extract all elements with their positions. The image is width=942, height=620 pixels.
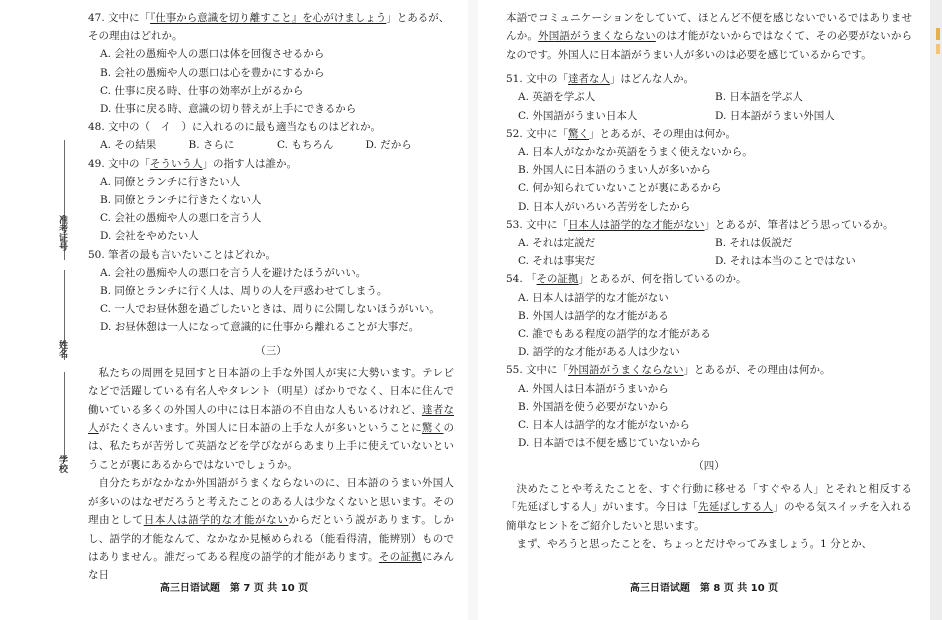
p2-text-b: からだという説があります。しかし、語学的才能なんて、なかなか見極められる（能看得清，能辨别）ものではありません。誰だってある程度の語学的才能があります。	[88, 514, 455, 563]
cont-text-b: のは才能がないからではなくて、その必要がないからなのです。外国人に日本語がうまい人が多いのは必要を感じているからです。	[506, 30, 913, 61]
page-7-content	[88, 9, 454, 585]
q55-option-a: A. 外国人は日本語がうまいから	[518, 382, 669, 395]
q51-options-row-2	[506, 107, 912, 125]
q47-option-a: A. 会社の愚痴や人の悪口は体を回復させるから	[100, 48, 325, 61]
q53-options-row-1	[506, 234, 912, 252]
question-51	[506, 70, 912, 88]
p1-underline-1: 達者な人	[88, 403, 454, 435]
q49-suffix: 」の指す人は誰か。	[202, 157, 298, 170]
q49-option-c: C. 会社の愚痴や人の悪口を言う人	[100, 212, 262, 225]
q47-suffix: 」とあるが、	[386, 12, 450, 24]
p2-underline-1: 日本人は語学的な才能がない	[143, 514, 289, 527]
q50-option-c: C. 一人でお昼休憩を過ごしたいときは、周りに公開しないほうがいい。	[100, 303, 440, 316]
q52-option-a: A. 日本人がなかなか英語をうまく使えないから。	[518, 146, 753, 159]
q55-option-b: B. 外国語を使う必要がないから	[518, 400, 669, 413]
exam-page-7	[0, 0, 468, 620]
p4-text-b: 」のやる気スイッチを入れる簡単なヒントをご紹介したいと思います。	[506, 501, 912, 532]
q47-underlined: 『仕事から意識を切り離すこと』を心がけましょう	[150, 12, 387, 24]
p2-underline-2: その証拠	[378, 550, 422, 563]
exam-page-8	[478, 0, 930, 620]
q55-option-c: C. 日本人は語学的な才能がないから	[518, 419, 690, 432]
binding-line	[64, 372, 65, 462]
q51-option-d: D. 日本語がうまい外国人	[715, 109, 835, 122]
q47-option-c: C. 仕事に戻る時、仕事の効率が上がるから	[100, 84, 304, 97]
q49-option-b: B. 同僚とランチに行きたくない人	[100, 194, 262, 207]
p1-text-a: 私たちの周囲を見回すと日本語の上手な外国人が実に大勢います。テレビなどで活躍している有名人やタレント（明星）ばかりでなく、日本に住んで働いている多くの外国人の中には日本語の不自由な人もいるけれど、	[88, 366, 454, 416]
q51-option-c: C. 外国語がうまい日本人	[518, 109, 638, 122]
q50-option-a: A. 会社の愚痴や人の悪口を言う人を避けたほうがいい。	[100, 266, 367, 279]
q53-option-d: D. それは本当のことではない	[715, 255, 856, 268]
q50-option-b: B. 同僚とランチに行く人は、周りの人を戸惑わせてしまう。	[100, 285, 388, 298]
p2-text-a: 自分たちがなかなか外国語がうまくならないのに、日本語のうまい外国人が多いのはなぜだろうと考えたことのある人は少なくないと思います。その理由として	[88, 477, 454, 527]
question-55	[506, 361, 912, 379]
q54-option-d: D. 語学的な才能がある人は少ない	[518, 346, 680, 359]
exam-id-label: 准考证号	[57, 215, 67, 251]
q47-option-b: B. 会社の愚痴や人の悪口は心を豊かにするから	[100, 66, 325, 79]
question-54	[506, 270, 912, 288]
passage-3-paragraph-2	[88, 474, 454, 584]
page-8-footer: 高三日语试题 第 8 页 共 10 页	[629, 583, 779, 594]
q52-option-d: D. 日本人がいろいろ苦労をしたから	[518, 200, 691, 213]
q49-option-a: A. 同僚とランチに行きたい人	[100, 175, 241, 188]
q55-suffix: 」とあるが、その理由は何か。	[683, 364, 831, 377]
q55-option-d: D. 日本語では不便を感じていないから	[518, 437, 701, 450]
q48-option-a: A. その結果	[100, 139, 157, 152]
q47-option-d: D. 仕事に戻る時、意識の切り替えが上手にできるから	[100, 103, 357, 116]
q52-suffix: 」とあるが、その理由は何か。	[589, 127, 737, 140]
passage-4-paragraph-2: まず、やろうと思ったことを、ちょっとだけやってみましょう。1 分とか、	[516, 537, 873, 550]
cont-text-a: 本語でコミュニケーションをしていて、ほとんど不便を感じないでいるではありませんか。	[506, 12, 912, 43]
question-47	[88, 9, 454, 27]
q52-underlined: 驚く	[568, 127, 590, 140]
q52-prefix: 52. 文中に「	[506, 127, 569, 140]
name-label: 姓名	[57, 340, 67, 358]
q53-option-a: A. それは定説だ	[518, 237, 596, 250]
question-53	[506, 216, 912, 234]
q49-underlined: そういう人	[150, 157, 203, 170]
p1-text-b: がたくさんいます。外国人に日本語の上手な人が多いということに	[98, 422, 422, 435]
p1-text-c: のは、私たちが苦労して英語などを学びながらあまり上手に使えていないということが裏にあるからではないでしょうか。	[88, 422, 455, 471]
p1-underline-2: 驚く	[421, 422, 444, 435]
page-gutter	[468, 0, 478, 620]
q49-option-d: D. 会社をやめたい人	[100, 230, 199, 243]
q52-option-b: B. 外国人に日本語のうまい人が多いから	[518, 164, 711, 177]
q52-option-c: C. 何か知られていないことが裏にあるから	[518, 182, 722, 195]
q49-prefix: 49. 文中の「	[88, 157, 151, 170]
q51-options-row-1	[506, 88, 912, 106]
q55-underlined: 外国語がうまくならない	[568, 364, 684, 377]
q54-option-a: A. 日本人は語学的な才能がない	[518, 291, 669, 304]
q47-line2: その理由はどれか。	[88, 30, 183, 43]
q54-underlined: その証拠	[536, 273, 579, 286]
q48-option-d: D. だから	[365, 139, 412, 152]
passage-3-continuation	[506, 9, 912, 64]
viewer-scrollbar[interactable]	[930, 0, 942, 620]
section-heading-3: （三）	[255, 344, 287, 357]
q51-option-b: B. 日本語を学ぶ人	[715, 91, 803, 104]
school-label: 学校	[57, 455, 67, 473]
q47-prefix: 47. 文中に「	[88, 12, 151, 24]
q53-options-row-2	[506, 252, 912, 270]
q48-options	[88, 136, 454, 154]
p4-text-a: 決めたことや考えたことを、すぐ行動に移せる「すぐやる人」とそれと相反する「先延ばしする人」がいます。今日は「	[506, 482, 912, 514]
q54-option-b: B. 外国人は語学的な才能がある	[518, 309, 669, 322]
q53-underlined: 日本人は語学的な才能がない	[568, 218, 705, 231]
question-50: 50. 筆者の最も言いたいことはどれか。	[88, 248, 277, 261]
q48-option-c: C. もちろん	[277, 139, 334, 152]
scroll-marker-secondary	[936, 44, 940, 54]
q53-suffix: 」とあるが、筆者はどう思っているか。	[704, 218, 894, 231]
page-8-content	[506, 9, 912, 553]
scroll-marker	[936, 28, 940, 40]
q54-suffix: 」とあるが、何を指しているのか。	[578, 273, 747, 286]
q53-option-c: C. それは事実だ	[518, 255, 596, 268]
passage-4-paragraph-1	[506, 480, 912, 535]
q48-option-b: B. さらに	[188, 139, 235, 152]
q51-suffix: 」はどんな人か。	[610, 73, 695, 86]
cont-underline: 外国語がうまくならない	[538, 30, 656, 43]
q50-option-d: D. お昼休憩は一人になって意識的に仕事から離れることが大事だ。	[100, 321, 420, 334]
q51-prefix: 51. 文中の「	[506, 73, 569, 86]
q51-underlined: 達者な人	[568, 73, 611, 86]
page-7-footer: 高三日语试题 第 7 页 共 10 页	[159, 583, 309, 594]
question-49	[88, 155, 454, 173]
q51-option-a: A. 英語を学ぶ人	[518, 91, 596, 104]
q53-prefix: 53. 文中に「	[506, 218, 569, 231]
q53-option-b: B. それは仮説だ	[715, 237, 793, 250]
question-48: 48. 文中の（ イ ）に入れるのに最も適当なものはどれか。	[88, 121, 382, 134]
p2-text-c: にみんな日	[88, 550, 455, 582]
passage-3-paragraph-1	[88, 364, 454, 474]
question-52	[506, 125, 912, 143]
q54-prefix: 54. 「	[506, 273, 537, 286]
section-heading-4: （四）	[693, 460, 725, 473]
q55-prefix: 55. 文中に「	[506, 364, 569, 377]
q54-option-c: C. 誰でもある程度の語学的な才能がある	[518, 328, 711, 341]
p4-underline: 先延ばしする人	[698, 501, 774, 514]
